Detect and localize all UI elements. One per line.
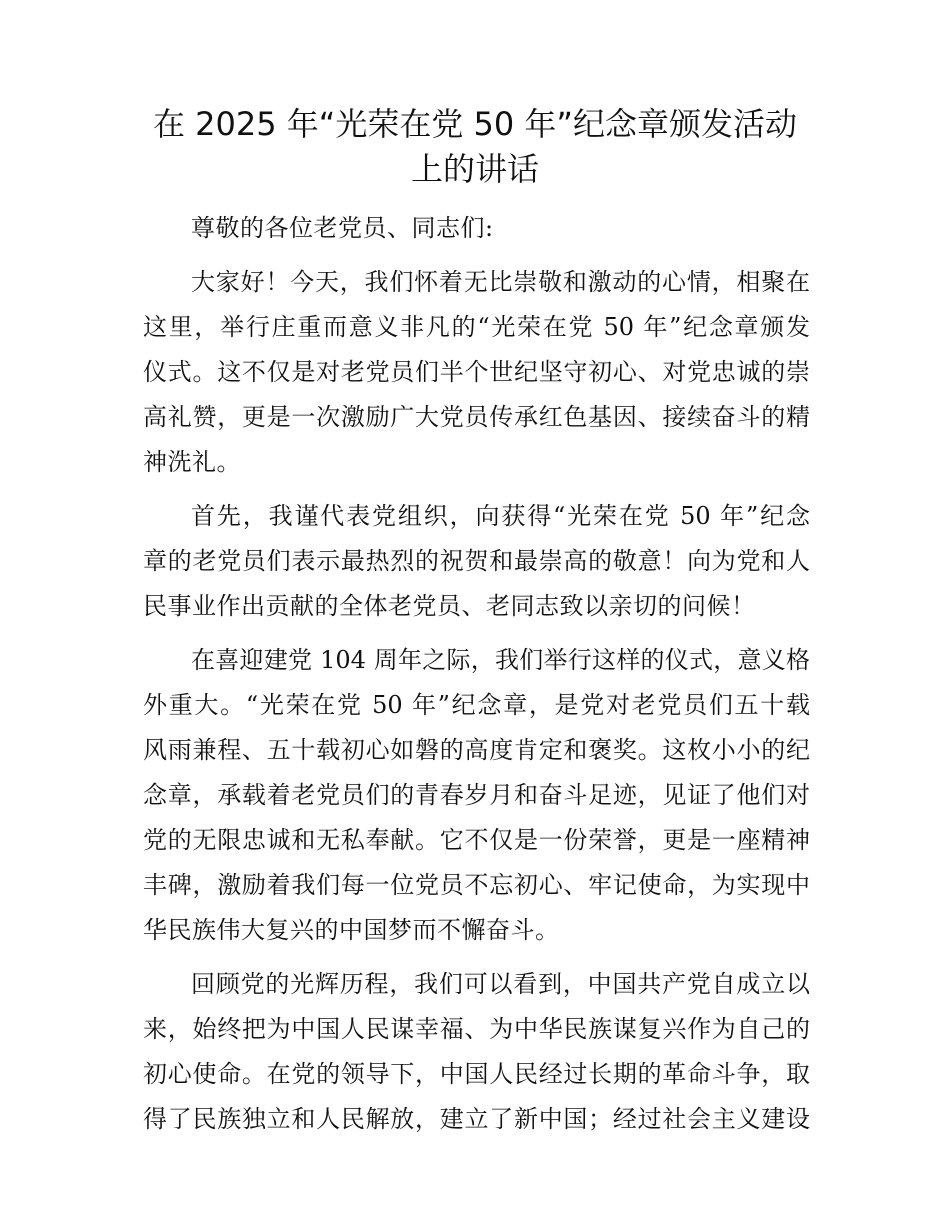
paragraph-line: 神洗礼。 <box>143 448 241 476</box>
paragraph-line: 外重大。“光荣在党 50 年”纪念章，是党对老党员们五十载 <box>143 691 810 719</box>
paragraph-line: 高礼赞，更是一次激励广大党员传承红色基因、接续奋斗的精 <box>143 403 810 431</box>
paragraph-line: 仪式。这不仅是对老党员们半个世纪坚守初心、对党忠诚的崇 <box>143 358 810 386</box>
paragraph-line: 在喜迎建党 104 周年之际，我们举行这样的仪式，意义格 <box>191 646 810 674</box>
paragraph-line: 党的无限忠诚和无私奉献。它不仅是一份荣誉，更是一座精神 <box>143 826 810 854</box>
title-line: 在 2025 年“光荣在党 50 年”纪念章颁发活动 <box>152 105 797 143</box>
paragraph-line: 尊敬的各位老党员、同志们: <box>191 214 494 242</box>
paragraph <box>143 638 810 953</box>
paragraph-line: 念章，承载着老党员们的青春岁月和奋斗足迹，见证了他们对 <box>143 781 810 809</box>
paragraph <box>143 206 810 251</box>
paragraph-line: 初心使命。在党的领导下，中国人民经过长期的革命斗争，取 <box>143 1060 810 1088</box>
paragraph-line: 章的老党员们表示最热烈的祝贺和最崇高的敬意！向为党和人 <box>143 547 810 575</box>
paragraph-line: 回顾党的光辉历程，我们可以看到，中国共产党自成立以 <box>191 970 810 998</box>
paragraph-line: 这里，举行庄重而意义非凡的“光荣在党 50 年”纪念章颁发 <box>143 313 810 341</box>
paragraph-line: 大家好！今天，我们怀着无比崇敬和激动的心情，相聚在 <box>191 268 810 296</box>
paragraph <box>143 260 810 485</box>
document-title <box>0 102 950 192</box>
paragraph-line: 首先，我谨代表党组织，向获得“光荣在党 50 年”纪念 <box>191 502 810 530</box>
paragraph-line: 得了民族独立和人民解放，建立了新中国；经过社会主义建设 <box>143 1105 810 1133</box>
paragraph-line: 华民族伟大复兴的中国梦而不懈奋斗。 <box>143 916 560 944</box>
title-line: 上的讲话 <box>410 150 539 188</box>
paragraph-line: 风雨兼程、五十载初心如磐的高度肯定和褒奖。这枚小小的纪 <box>143 736 810 764</box>
paragraph-line: 来，始终把为中国人民谋幸福、为中华民族谋复兴作为自己的 <box>143 1015 810 1043</box>
paragraph-line: 丰碑，激励着我们每一位党员不忘初心、牢记使命，为实现中 <box>143 871 810 899</box>
paragraph-line: 民事业作出贡献的全体老党员、老同志致以亲切的问候！ <box>143 592 756 620</box>
paragraph <box>143 494 810 629</box>
paragraph <box>143 962 810 1142</box>
document-body <box>143 206 810 1151</box>
